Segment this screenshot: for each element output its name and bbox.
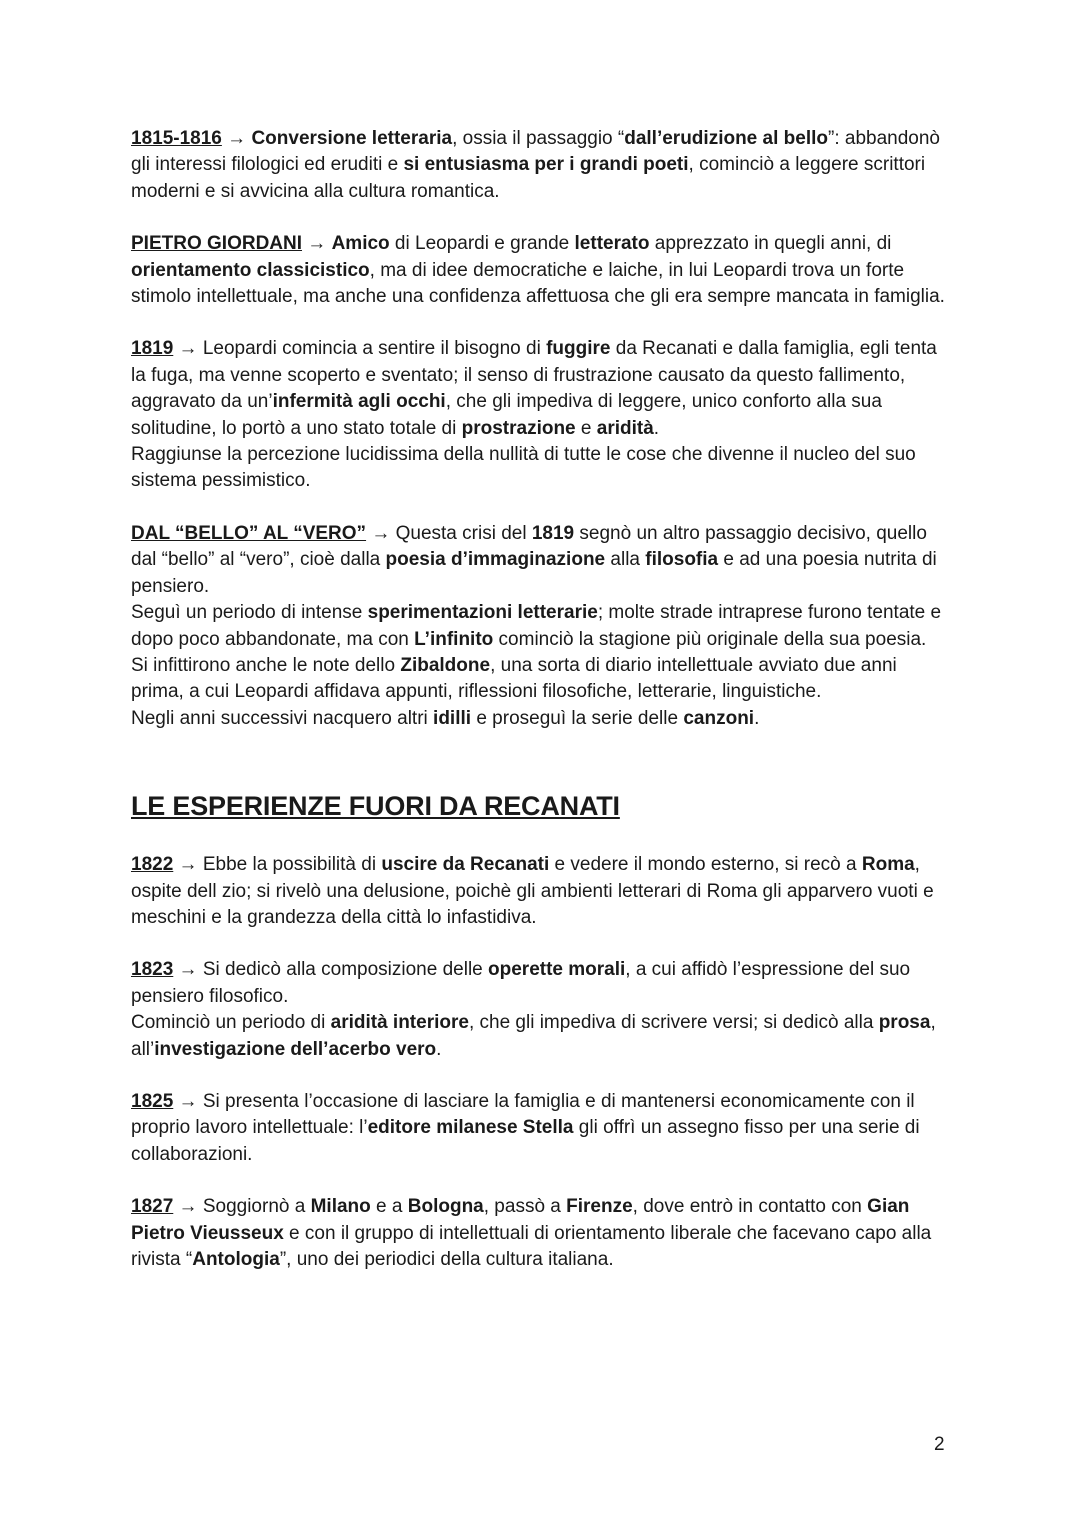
paragraph-p1822 [131, 852, 951, 931]
section-heading: LE ESPERIENZE FUORI DA RECANATI [131, 791, 620, 822]
body-text: → Ebbe la possibilità di [173, 854, 382, 876]
bold-text: letterato [574, 233, 650, 255]
body-text: ”, uno dei periodici della cultura italiana. [279, 1249, 614, 1270]
bold-text: editore milanese Stella [367, 1117, 574, 1139]
bold-text: si entusiasma per i grandi poeti [403, 154, 689, 176]
section-early-years [131, 126, 951, 732]
body-text: → Si dedicò alla composizione delle [173, 959, 489, 981]
bold-text: Milano [310, 1196, 371, 1218]
bold-text: Firenze [566, 1196, 633, 1218]
body-text: . [653, 417, 660, 439]
bold-text: L’infinito [414, 628, 494, 650]
body-text: Negli anni successivi nacquero altri [131, 707, 434, 729]
paragraph-p1815 [131, 126, 951, 205]
body-text: , una sorta di diario intellettuale avviato due anni prima, a cui Leopardi affidava appunti, riflessioni filosofiche, letterarie, linguistiche. [131, 654, 897, 703]
body-text: , all’ [131, 1012, 936, 1060]
section-outside-recanati [131, 852, 951, 1273]
document-page [131, 126, 951, 1299]
bold-text: Amico [331, 233, 390, 255]
body-text: di Leopardi e grande [389, 233, 575, 255]
bold-text: aridità [596, 417, 654, 439]
page-number: 2 [934, 1434, 945, 1455]
body-text: , ospite dell zio; si rivelò una delusione, poichè gli ambienti letterari di Roma gli apparvero vuoti e meschini e la grandezza della città lo infastidiva. [131, 854, 934, 928]
bold-text: prostrazione [461, 417, 576, 439]
body-text: . [436, 1038, 442, 1060]
body-text: cominciò la stagione più originale della sua poesia. [493, 628, 927, 650]
bold-text: uscire da Recanati [381, 854, 550, 876]
entry-label: 1827 [131, 1196, 174, 1218]
entry-label: 1819 [131, 338, 174, 360]
paragraph-p1819 [131, 336, 951, 494]
body-text: → Questa crisi del [366, 522, 532, 544]
body-text: Raggiunse la percezione lucidissima della nullità di tutte le cose che divenne il nucleo del suo sistema pessimistico. [131, 444, 916, 492]
bold-text: dall’erudizione al bello [624, 128, 828, 149]
body-text: e ad una poesia nutrita di pensiero. [131, 549, 937, 597]
bold-text: Roma [861, 854, 915, 876]
body-text: → [302, 233, 332, 255]
body-text: → Leopardi comincia a sentire il bisogno di [173, 338, 547, 360]
paragraph-pgiordani [131, 231, 951, 310]
body-text: e vedere il mondo esterno, si recò a [549, 854, 862, 876]
body-text: , che gli impediva di leggere, unico conforto alla sua solitudine, lo portò a uno stato totale di [131, 391, 882, 439]
body-text: , ossia il passaggio “ [452, 128, 625, 149]
body-text: e a [370, 1196, 408, 1218]
bold-text: fuggire [546, 338, 611, 360]
body-text: apprezzato in quegli anni, di [649, 233, 892, 255]
paragraph-p1825 [131, 1089, 951, 1168]
body-text: e con il gruppo di intellettuali di orientamento liberale che facevano capo alla rivista “ [131, 1222, 932, 1270]
body-text: Seguì un periodo di intense [131, 602, 368, 624]
body-text: alla [605, 549, 646, 571]
bold-text: Conversione letteraria [251, 128, 453, 149]
bold-text: Zibaldone [400, 654, 491, 676]
bold-text: sperimentazioni letterarie [367, 602, 598, 624]
body-text: ”: abbandonò gli interessi filologici ed eruditi e [131, 128, 940, 176]
bold-text: infermità agli occhi [272, 391, 446, 413]
entry-label: 1815-1816 [131, 128, 222, 149]
body-text: e [575, 417, 597, 439]
paragraph-pbellovero [131, 521, 951, 732]
bold-text: poesia d’immaginazione [385, 549, 606, 571]
entry-label: 1825 [131, 1090, 174, 1112]
entry-label: PIETRO GIORDANI [131, 233, 303, 255]
body-text: . [754, 707, 760, 729]
paragraph-p1827 [131, 1194, 951, 1273]
bold-text: prosa [878, 1012, 931, 1034]
entry-label: 1822 [131, 854, 174, 876]
bold-text: aridità interiore [330, 1012, 469, 1034]
body-text: e proseguì la serie delle [471, 707, 684, 729]
body-text: da Recanati e dalla famiglia, egli tenta la fuga, ma venne scoperto e sventato; il senso di frustrazione causato da questo fallimento, aggravato da un’ [131, 338, 937, 413]
body-text: , cominciò a leggere scrittori moderni e si avvicina alla cultura romantica. [131, 154, 926, 202]
body-text: , passò a [483, 1196, 567, 1218]
body-text: Si infittirono anche le note dello [131, 654, 401, 676]
entry-label: 1823 [131, 959, 174, 981]
bold-text: orientamento classicistico [131, 259, 370, 281]
bold-text: operette morali [488, 959, 626, 981]
bold-text: Gian Pietro Vieusseux [131, 1196, 910, 1244]
body-text: ; molte strade intraprese furono tentate e dopo poco abbandonate, ma con [131, 602, 942, 650]
body-text: Cominciò un periodo di [131, 1012, 331, 1034]
bold-text: Antologia [192, 1249, 280, 1270]
body-text: → Si presenta l’occasione di lasciare la famiglia e di mantenersi economicamente con il proprio lavoro intellettuale: l’ [131, 1090, 915, 1139]
body-text: → Soggiornò a [173, 1196, 311, 1218]
bold-text: filosofia [645, 549, 719, 571]
bold-text: 1819 [531, 522, 575, 544]
body-text: , a cui affidò l’espressione del suo pensiero filosofico. [131, 959, 911, 1007]
bold-text: investigazione dell’acerbo vero [154, 1038, 437, 1060]
bold-text: idilli [433, 707, 472, 729]
body-text: gli offrì un assegno fisso per una serie di collaborazioni. [131, 1117, 920, 1165]
entry-label: DAL “BELLO” AL “VERO” [131, 522, 367, 544]
bold-text: canzoni [683, 707, 755, 729]
body-text: , ma di idee democratiche e laiche, in lui Leopardi trova un forte stimolo intellettuale, ma anche una confidenza affettuosa che gli era sempre mancata in famiglia. [131, 259, 945, 308]
paragraph-p1823 [131, 957, 951, 1063]
body-text: segnò un altro passaggio decisivo, quello dal “bello” al “vero”, cioè dalla [131, 522, 927, 571]
body-text: , dove entrò in contatto con [632, 1196, 868, 1218]
bold-text: Bologna [407, 1196, 484, 1218]
body-text: → [221, 128, 252, 149]
body-text: , che gli impediva di scrivere versi; si dedicò alla [468, 1012, 879, 1034]
